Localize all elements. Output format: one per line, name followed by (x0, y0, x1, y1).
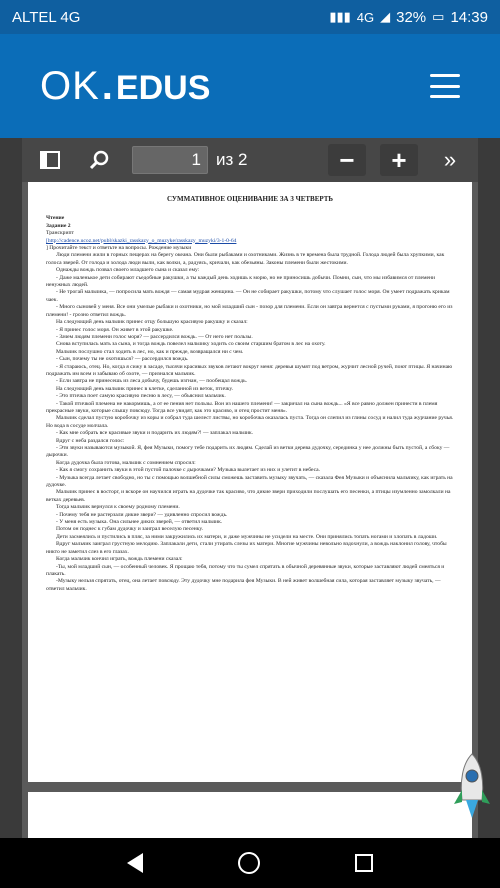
zoom-out-button[interactable]: − (328, 144, 366, 176)
story-paragraph: - У меня есть музыка. Она сильнее диких зверей, — ответил мальчик. (56, 519, 223, 526)
document-page-1 (28, 182, 472, 782)
page-number-input[interactable] (132, 146, 208, 174)
story-paragraph: -Музыку нельзя спрятать, отец, она летает повсюду. Эту дудочку мне подарила фея Музыки. В ней живет волшебная сила, которая заставляет музыку звучать, — ответил мальчик. (46, 578, 441, 592)
story-paragraph: Когда дудочка была готова, мальчик с сомнением спросил: (56, 459, 196, 466)
transcript-label: Транскрипт (46, 230, 74, 237)
section-label: Чтение (46, 215, 65, 222)
story-paragraph: - Я принес голос моря. Он живет в этой ракушке. (56, 326, 174, 333)
network-type: 4G (356, 9, 375, 25)
pdf-toolbar (22, 138, 478, 182)
logo-ok: OK (40, 63, 100, 108)
story-paragraph: - Почему тебя не растерзали дикие звери? — удивленно спросил вождь. (56, 511, 228, 518)
document-title: СУММАТИВНОЕ ОЦЕНИВАНИЕ ЗА 3 ЧЕТВЕРТЬ (166, 195, 334, 203)
story-paragraph: Мальчик сделал пустую коробочку из коры и собрал туда шелест листвы, но коробочка оказалась пуста. Тогда он слепил из глины сосуд и налил туда журчание ручья. Но вода в сосуде молчала. (46, 415, 454, 429)
more-tools-button[interactable]: » (443, 147, 457, 172)
story-paragraph: Дети засмеялись и пустились в пляс, за ними закружились их матери, и даже мужчины не усидели на месте. Они принялись топать ногами и хлопать в ладоши. (56, 533, 438, 540)
story-paragraph: На следующий день мальчик принес в клетке, сделанной из веток, птичку. (56, 385, 234, 392)
site-logo[interactable] (40, 64, 430, 109)
story-paragraph: - Как я смогу сохранить звуки в этой пустой палочке с дырочками? Музыка вылетает из них и улетит в небеса. (56, 467, 321, 474)
pdf-viewer (22, 138, 478, 838)
story-paragraph: Потом он поднес к губам дудочку и заиграл веселую песенку. (56, 526, 203, 533)
recent-apps-icon[interactable] (355, 854, 373, 872)
story-paragraph: - Много сыновей у меня. Все они умелые рыбаки и охотники, но мой младший сын - позор для племени. Если он завтра вернется с пустыми руками, я прогоню его из племени! - грозно ответил вождь. (46, 304, 453, 318)
wifi-signal-icon: ◢ (380, 9, 391, 24)
story-paragraph: Мальчик послушно стал ходить в лес, но, как и прежде, возвращался ни с чем. (56, 348, 244, 355)
hamburger-icon[interactable] (430, 74, 460, 98)
story-paragraph: Снова вступилась мать за сына, и тогда вождь повелел мальчику ходить со своим старшим братом в лес на охоту. (56, 341, 326, 348)
story-paragraph: Тогда мальчик вернулся к своему родному племени. (56, 504, 180, 511)
zoom-in-button[interactable]: + (380, 144, 418, 176)
story-paragraph: Мальчик принес в восторг, и вскоре он научился играть на дудочке так красиво, что дикие звери приходили послушать его песенки, а птицы изумленно замолкали на ветках деревьев. (46, 489, 451, 503)
rocket-icon[interactable] (452, 752, 492, 822)
story-paragraph: - Это птичка поет самую красивую песню в лесу, — объяснил мальчик. (56, 393, 226, 400)
app-header (0, 34, 500, 138)
story-paragraph: - Зачем людям племени голос моря? — рассердился вождь. — От него нет пользы. (56, 333, 253, 340)
home-icon[interactable] (238, 852, 260, 874)
instruction-text: ] Прочитайте текст и ответьте на вопросы. Рождение музыки (46, 245, 192, 252)
story-paragraph: Вдруг с неба раздался голос: (56, 437, 125, 444)
clock: 14:39 (450, 8, 488, 26)
story-paragraph: - Музыка всегда летает свободно, но ты с помощью волшебной силы сможешь заставить музыку звучать, — сказала Фея Музыки и объяснила мальчику, как играть на дудочке. (46, 474, 453, 489)
battery-icon: ▭ (432, 9, 445, 24)
signal-icon: ▮▮▮ (329, 9, 351, 24)
page-total: из 2 (216, 150, 248, 169)
logo-dot: . (101, 63, 114, 108)
story-paragraph: На следующий день мальчик принес отцу большую красивую ракушку и сказал: (56, 319, 248, 326)
source-link[interactable]: [http://cadence.ucoz.net/publ/skazki_rasskazy_o_muzyke/rasskazy_muzyki/3-1-0-64 (46, 237, 237, 244)
carrier-label: ALTEL 4G (12, 8, 81, 26)
document-page-2 (28, 792, 472, 838)
status-bar (0, 0, 500, 34)
story-paragraph: - Сын, почему ты не охотишься? — рассердился вождь. (56, 356, 189, 363)
battery-level: 32% (396, 8, 427, 26)
search-icon[interactable] (82, 144, 118, 176)
story-paragraph: - Если завтра не принесешь из леса добычу, будешь изгнан, — пообещал вождь. (56, 378, 248, 385)
story-paragraph: Вдруг мальчик заиграл грустную мелодию. Заплакали дети, стали утирать слезы их матери. Многие мужчины невольно вздохнули, а вождь наклонил голову, чтобы никто не заметил слез в его глазах. (46, 541, 447, 555)
status-icons (329, 9, 488, 26)
story-paragraph: - Как мне собрать все красивые звуки и подарить их людям?! — заплакал мальчик. (56, 430, 254, 437)
story-paragraph: - Не трогай мальчика, — попросила мать вождя — самая мудрая женщина. — Он не собирает ракушки, потому что слушает голос моря. Он умеет подражать крикам чаек. (46, 289, 450, 303)
story-paragraph: -Ты, мой младший сын, — особенный человек. Я прощаю тебя, потому что ты сумел спрятать в обычной деревянные звуки, которые заставляют людей смеяться и плакать. (46, 563, 445, 577)
story-paragraph: - Такой птичкой племена не накормишь, а от ее пения нет пользы. Вон из нашего племени! — закричал на сына вождь... «Я все равно должен принести в племя прекрасные звуки, которые слышу повсюду. Тогда все увидят, как это красиво, и отец простит меня». (46, 400, 438, 414)
sidebar-toggle-icon[interactable] (32, 144, 68, 176)
story-paragraph: - Эти звуки называются музыкой. Я, фея Музыки, помогу тебе подарить их людям. Сделай из ветки дерева дудочку, серединка у нее должны быть пустой, а сбоку — дырочки. (46, 445, 450, 459)
story-paragraph: Люди племени жили в горных пещерах на берегу океана. Они были рыбаками и охотниками. Жизнь в те времена была трудной. Голода людей была хрупкими, как голоса зверей. От голода и холода люди выли, как волки, а, радуясь, кричали, как обезьяны. Законы племени были жестокими. (46, 252, 445, 266)
story-paragraph: - Я стараюсь, отец. Но, когда я сижу в засаде, тысячи красивых звуков летают вокруг меня: деревья шумят под ветром, журчит лесной ручей, поют птицы. Я начинаю подражать им всем и забываю об охоте, — признался мальчик. (46, 363, 453, 377)
story-text (46, 252, 454, 593)
logo-edus: EDUS (115, 68, 211, 107)
system-nav-bar (0, 838, 500, 888)
story-paragraph: - Даже маленькое дети собирают съедобные ракушки, а ты каждый день ходишь к морю, но не приносишь добычи. Помни, сын, что мы избавимся от племени ненужных людей. (46, 274, 436, 289)
back-icon[interactable] (127, 853, 143, 873)
task-label: Задание 2 (46, 222, 71, 229)
story-paragraph: Когда мальчик кончил играть, вождь племени сказал: (56, 556, 183, 563)
story-paragraph: Однажды вождь позвал своего младшего сына и сказал ему: (56, 267, 200, 274)
